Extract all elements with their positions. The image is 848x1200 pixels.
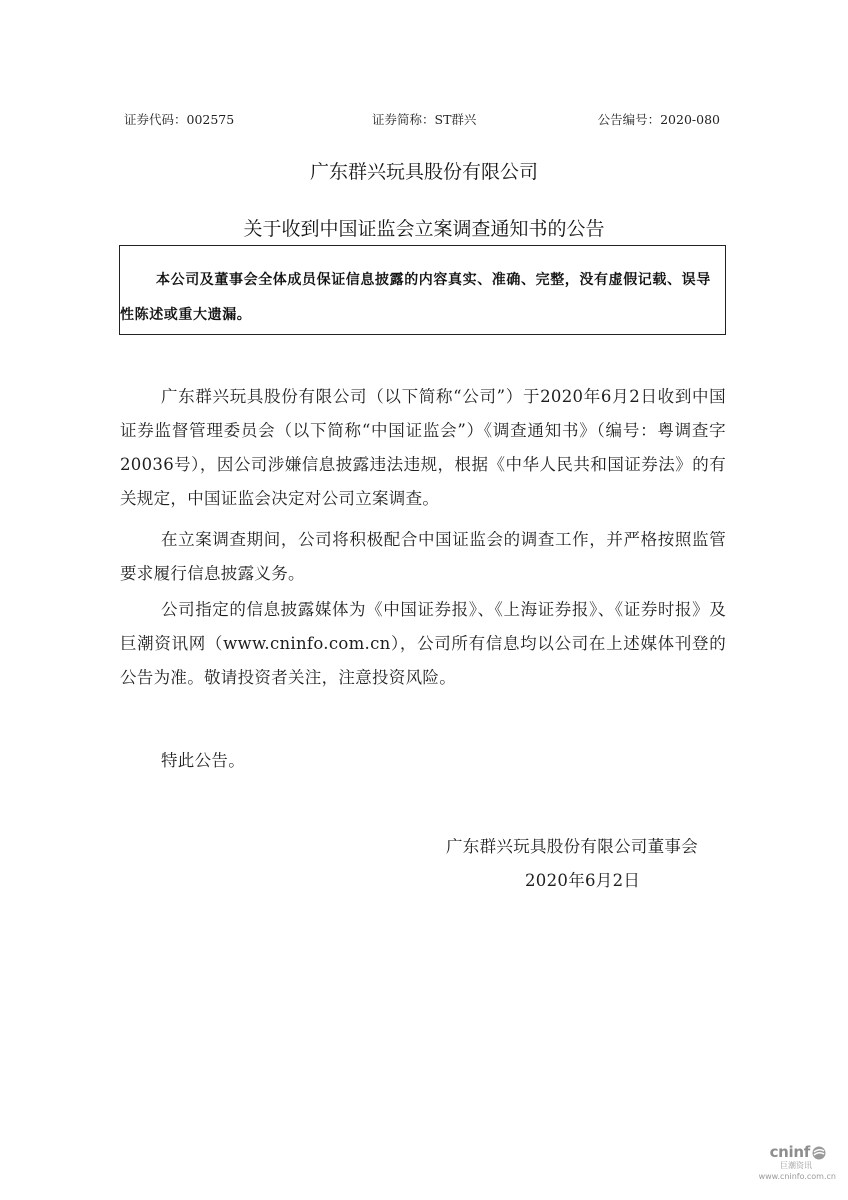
cninfo-swirl-icon <box>812 1145 826 1159</box>
company-title: 广东群兴玩具股份有限公司 <box>309 161 538 183</box>
stock-code: 证券代码：002575 <box>124 112 235 127</box>
signature-org: 广东群兴玩具股份有限公司董事会 <box>446 837 698 856</box>
body-paragraph-1: 广东群兴玩具股份有限公司（以下简称“公司”）于2020年6月2日收到中国证券监督管理委员会（以下简称“中国证监会”）《调查通知书》（编号：粤调查字20036号），因公司涉嫌信息披露违法违规，根据《中华人民共和国证券法》的有关规定，中国证监会决定对公司立案调查。 <box>120 387 726 508</box>
body-paragraph-3: 公司指定的信息披露媒体为《中国证券报》、《上海证券报》、《证券时报》及巨潮资讯网（www.cninfo.com.cn），公司所有信息均以公司在上述媒体刊登的公告为准。敬请投资者关注，注意投资风险。 <box>120 600 726 687</box>
document-header <box>124 110 720 130</box>
watermark-cn-name: 巨潮资讯 <box>780 1161 812 1170</box>
cninfo-watermark <box>738 1143 838 1182</box>
signature-date: 2020年6月2日 <box>525 871 641 890</box>
announcement-number: 公告编号：2020-080 <box>597 112 720 127</box>
watermark-url: www.cninfo.com.cn <box>758 1172 836 1181</box>
body-paragraph-2: 在立案调查期间，公司将积极配合中国证监会的调查工作，并严格按照监管要求履行信息披露义务。 <box>120 530 726 583</box>
stock-abbreviation: 证券简称：ST群兴 <box>372 112 477 127</box>
watermark-logo <box>738 1143 838 1161</box>
closing-statement: 特此公告。 <box>161 751 245 770</box>
announcement-title: 关于收到中国证监会立案调查通知书的公告 <box>243 218 605 240</box>
watermark-brand: cninf <box>769 1143 810 1161</box>
disclaimer-text: 本公司及董事会全体成员保证信息披露的内容真实、准确、完整，没有虚假记载、误导性陈述或重大遗漏。 <box>120 272 711 323</box>
disclaimer-box <box>119 245 726 335</box>
